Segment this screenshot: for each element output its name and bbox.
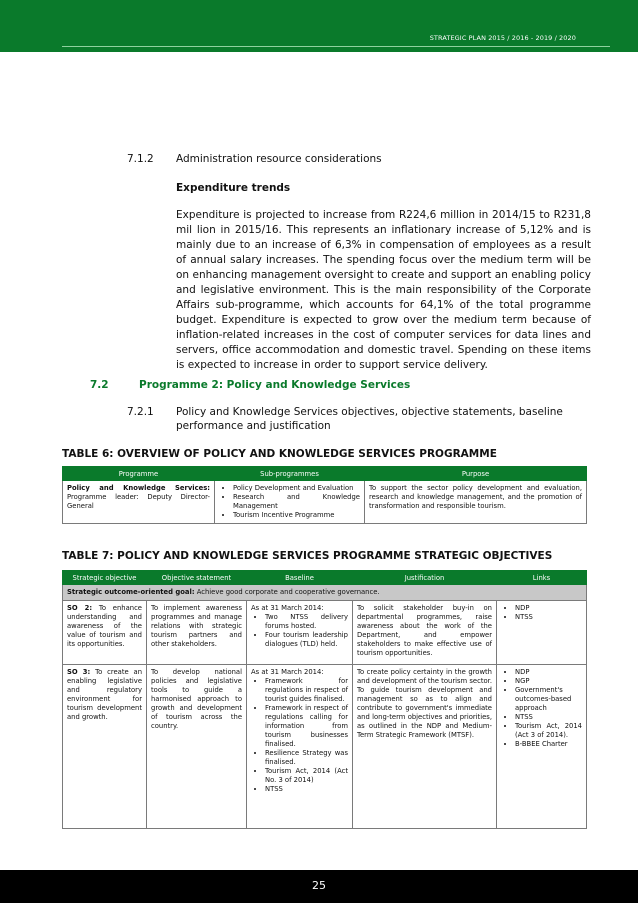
baseline-intro: As at 31 March 2014: — [251, 668, 324, 676]
expenditure-paragraph: Expenditure is projected to increase from R224,6 million in 2014/15 to R231,8 mil lion in 2015/16. This represents an inflationary increase of 5,12% and is mainly due to an increase of 6,3% in compensation of employees as a result of annual salary increases. The spending focus over the medium term will be on enhancing management oversight to create and support an enabling policy and legislative environment. This is the main responsibility of the Corporate Affairs sub-programme, which accounts for 64,1% of the total programme budget. Expenditure is expected to grow over the medium term because of inflation-related increases in the cost of computer services for data lines and servers, office accommodation and domestic travel. Spending on these items is expected to increase in order to support service delivery. — [176, 209, 591, 371]
list-item: • NTSS — [515, 613, 582, 622]
justification-cell: To create policy certainty in the growth and development of the tourism sector. To guide tourism development and management so as to align and contribute to government's immediate and long-term objectives and priorities, as outlined in the NDP and Medium-Term Strategic Framework (MTSF). — [353, 665, 497, 829]
list-item: • Resilience Strategy was finalised. — [265, 749, 348, 767]
table-6-header-programme: Programme — [63, 467, 215, 481]
list-item: • Government's outcomes-based approach — [515, 686, 582, 713]
so-label: SO 3: — [67, 668, 91, 676]
list-item: • NDP — [515, 668, 582, 677]
section-7-1-2-title: Administration resource considerations — [176, 153, 382, 165]
programme-name: Policy and Knowledge Services: — [67, 484, 210, 492]
table-7 — [62, 570, 587, 829]
baseline-cell — [247, 665, 353, 829]
table-6 — [62, 466, 587, 524]
table-6-header-subprogrammes: Sub-programmes — [215, 467, 365, 481]
header-bar — [0, 0, 638, 52]
section-7-2-1-title-line1: Policy and Knowledge Services objectives, objective statements, baseline — [176, 406, 563, 418]
so-2-cell — [63, 601, 147, 665]
list-item: • NDP — [515, 604, 582, 613]
table-6-header-purpose: Purpose — [365, 467, 587, 481]
statement-cell: To develop national policies and legislative tools to guide a harmonised approach to growth and development of tourism across the country. — [147, 665, 247, 829]
section-7-2-title: Programme 2: Policy and Knowledge Services — [139, 379, 411, 391]
statement-cell: To implement awareness programmes and manage relations with strategic tourism partners and other stakeholders. — [147, 601, 247, 665]
table-row — [63, 665, 587, 829]
so-text: To create an enabling legislative and regulatory environment for tourism development and growth. — [67, 668, 142, 721]
table-6-title: TABLE 6: OVERVIEW OF POLICY AND KNOWLEDGE SERVICES PROGRAMME — [62, 448, 497, 460]
table-7-header-objective: Strategic objective — [63, 571, 147, 585]
list-item: • Two NTSS delivery forums hosted. — [265, 613, 348, 631]
table-7-goal-row — [63, 585, 587, 601]
list-item: • NGP — [515, 677, 582, 686]
links-cell — [497, 665, 587, 829]
header-title: STRATEGIC PLAN 2015 / 2016 - 2019 / 2020 — [429, 34, 576, 42]
so-3-cell — [63, 665, 147, 829]
goal-label: Strategic outcome-oriented goal: — [67, 588, 195, 596]
list-item: • Research and Knowledge Management — [233, 493, 360, 511]
table-row — [63, 601, 587, 665]
programme-leader: Programme leader: Deputy Director-General — [67, 493, 210, 510]
table-6-purpose-cell: To support the sector policy development and evaluation, research and knowledge management, and the promotion of transformation and responsible tourism. — [365, 481, 587, 524]
section-7-1-2-number: 7.1.2 — [127, 153, 154, 165]
list-item: • NTSS — [515, 713, 582, 722]
baseline-cell — [247, 601, 353, 665]
links-cell — [497, 601, 587, 665]
list-item: • Tourism Act, 2014 (Act 3 of 2014). — [515, 722, 582, 740]
justification-cell: To solicit stakeholder buy-in on departmental programmes, raise awareness about the work of the Department, and empower stakeholders to make effective use of tourism opportunities. — [353, 601, 497, 665]
section-7-2-1-number: 7.2.1 — [127, 406, 154, 418]
list-item: • B-BBEE Charter — [515, 740, 582, 749]
list-item: • Tourism Incentive Programme — [233, 511, 360, 520]
section-7-2-number: 7.2 — [90, 379, 109, 391]
page-number: 25 — [312, 879, 326, 892]
section-7-2-1-title-line2: performance and justification — [176, 420, 331, 432]
expenditure-trends-heading: Expenditure trends — [176, 182, 291, 194]
table-7-header-links: Links — [497, 571, 587, 585]
baseline-intro: As at 31 March 2014: — [251, 604, 324, 612]
goal-text: Achieve good corporate and cooperative governance. — [194, 588, 380, 596]
table-6-programme-cell — [63, 481, 215, 524]
list-item: • Tourism Act, 2014 (Act No. 3 of 2014) — [265, 767, 348, 785]
header-rule — [62, 46, 610, 47]
list-item: • Framework in respect of regulations calling for information from tourism businesses finalised. — [265, 704, 348, 749]
list-item: • Policy Development and Evaluation — [233, 484, 360, 493]
table-7-header-statement: Objective statement — [147, 571, 247, 585]
list-item: • Four tourism leadership dialogues (TLD) held. — [265, 631, 348, 649]
so-label: SO 2: — [67, 604, 93, 612]
list-item: • NTSS — [265, 785, 348, 794]
so-text: To enhance understanding and awareness of the value of tourism and its opportunities. — [67, 604, 142, 648]
table-7-header-justification: Justification — [353, 571, 497, 585]
table-6-subprogrammes-cell — [215, 481, 365, 524]
table-7-title: TABLE 7: POLICY AND KNOWLEDGE SERVICES PROGRAMME STRATEGIC OBJECTIVES — [62, 550, 553, 562]
list-item: • Framework for regulations in respect of tourist guides finalised. — [265, 677, 348, 704]
table-7-header-baseline: Baseline — [247, 571, 353, 585]
